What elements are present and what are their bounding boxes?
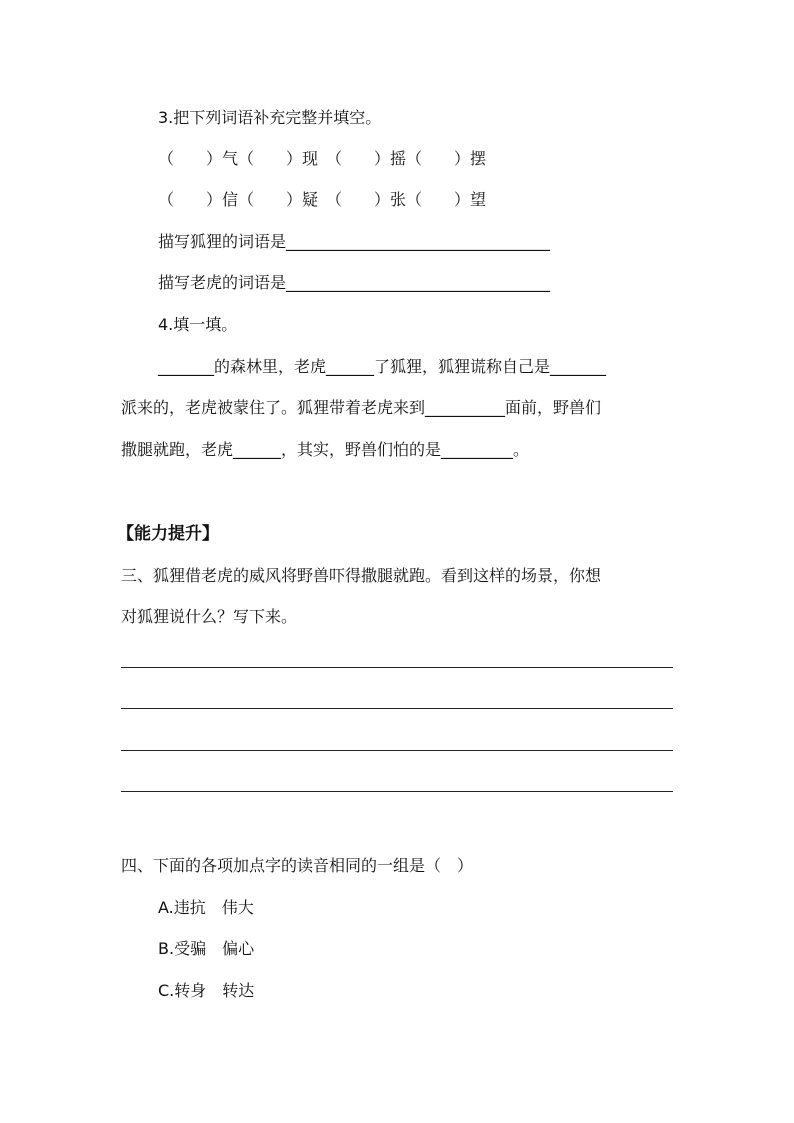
question-three-line-1: 三、狐狸借老虎的威风将野兽吓得撒腿就跑。看到这样的场景，你想 <box>121 566 602 585</box>
word-fill-row-2: （ ）信（ ）疑 （ ）张（ ）望 <box>158 190 487 209</box>
answer-line <box>121 667 673 668</box>
tiger-words-blank: 描写老虎的词语是_________________________________ <box>158 273 551 292</box>
option-a: A.违抗 伟大 <box>158 898 254 917</box>
ability-heading: 【能力提升】 <box>117 524 219 544</box>
answer-line <box>121 791 673 792</box>
question-four: 四、下面的各项加点字的读音相同的一组是（ ） <box>121 856 474 875</box>
fox-words-blank: 描写狐狸的词语是_________________________________ <box>158 232 551 251</box>
option-b: B.受骗 偏心 <box>158 939 255 958</box>
fill-paragraph-line-2: 派来的，老虎被蒙住了。狐狸带着老虎来到__________面前，野兽们 <box>121 398 602 417</box>
question-three-line-2: 对狐狸说什么？写下来。 <box>121 607 298 626</box>
question-4-title: 4.填一填。 <box>158 315 238 334</box>
answer-line <box>121 708 673 709</box>
word-fill-row-1: （ ）气（ ）现 （ ）摇（ ）摆 <box>158 149 487 168</box>
question-3-title: 3.把下列词语补充完整并填空。 <box>158 108 382 127</box>
answer-line <box>121 750 673 751</box>
fill-paragraph-line-3: 撒腿就跑，老虎______，其实，野兽们怕的是_________。 <box>121 440 530 459</box>
option-c: C.转身 转达 <box>158 981 255 1000</box>
fill-paragraph-line-1: _______的森林里，老虎______了狐狸，狐狸谎称自己是_______ <box>158 357 607 376</box>
